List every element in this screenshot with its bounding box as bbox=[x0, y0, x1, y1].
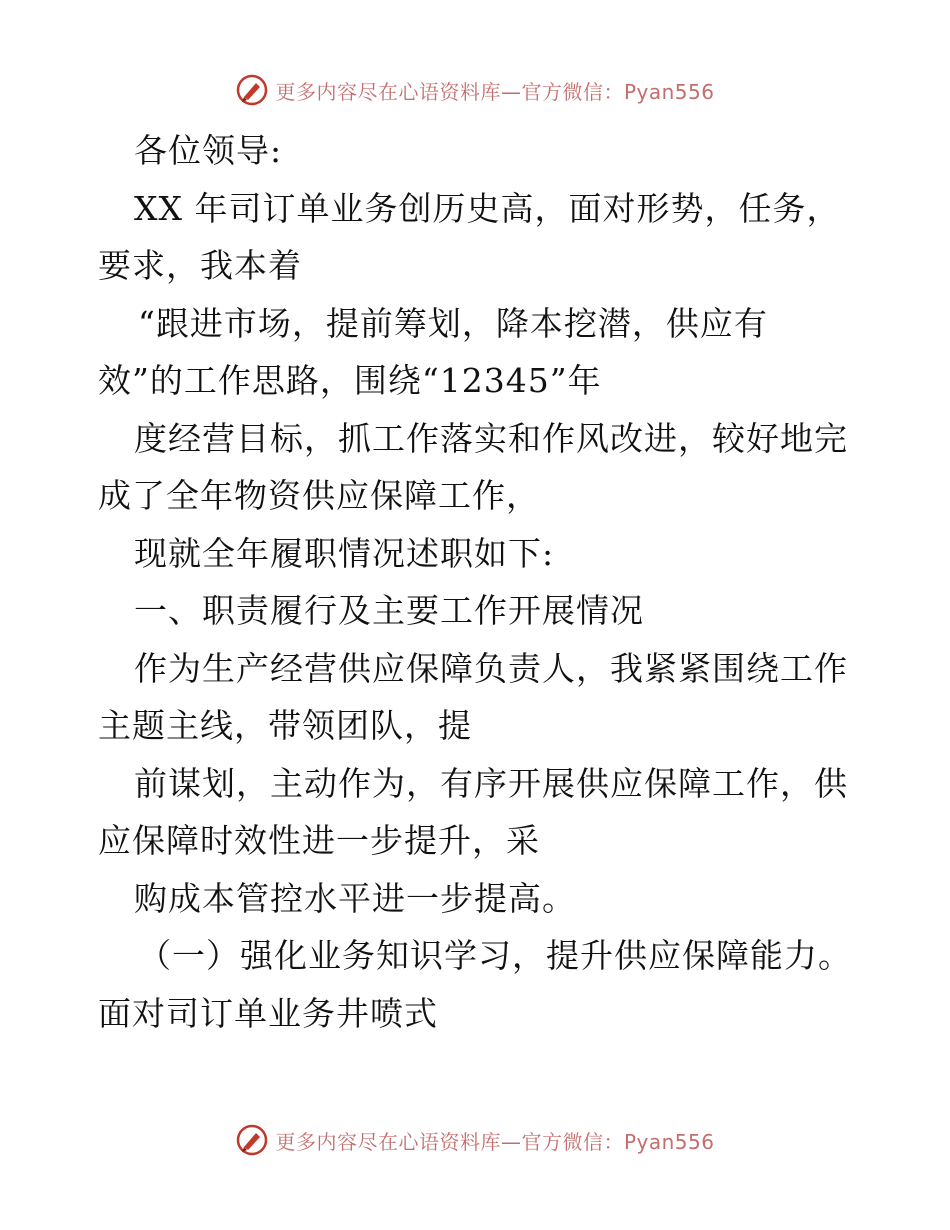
pen-logo-icon bbox=[235, 1123, 269, 1157]
header-watermark-text: 更多内容尽在心语资料库—官方微信：Pyan556 bbox=[275, 79, 715, 104]
subsection-heading: （一）强化业务知识学习，提升供应保障能力。 bbox=[138, 936, 852, 975]
document-body bbox=[98, 122, 858, 1042]
paragraph-line: 成了全年物资供应保障工作， bbox=[98, 476, 540, 515]
paragraph-line: 前谋划，主动作为，有序开展供应保障工作，供 bbox=[134, 763, 848, 803]
paragraph-line: 度经营目标，抓工作落实和作风改进，较好地完 bbox=[134, 418, 848, 458]
footer-watermark-banner bbox=[0, 1120, 950, 1160]
paragraph-line: 主题主线，带领团队，提 bbox=[98, 706, 472, 745]
greeting-line: 各位领导: bbox=[134, 131, 283, 170]
paragraph-line: 要求，我本着 bbox=[98, 246, 302, 285]
paragraph-line: 购成本管控水平进一步提高。 bbox=[134, 878, 576, 918]
paragraph-line: 作为生产经营供应保障负责人，我紧紧围绕工作 bbox=[134, 648, 848, 688]
paragraph-line: 应保障时效性进一步提升，采 bbox=[98, 821, 540, 860]
paragraph-line: 面对司订单业务井喷式 bbox=[98, 993, 438, 1033]
paragraph-line: 效”的工作思路，围绕“12345”年 bbox=[98, 361, 602, 400]
pen-logo-icon bbox=[235, 73, 269, 107]
paragraph-line: “跟进市场，提前筹划，降本挖潜，供应有 bbox=[138, 303, 768, 343]
paragraph-line: XX 年司订单业务创历史高，面对形势，任务， bbox=[134, 188, 841, 228]
header-watermark-banner bbox=[0, 70, 950, 110]
paragraph-line: 现就全年履职情况述职如下: bbox=[134, 533, 555, 573]
footer-watermark-text: 更多内容尽在心语资料库—官方微信：Pyan556 bbox=[275, 1129, 715, 1154]
section-heading: 一、职责履行及主要工作开展情况 bbox=[134, 591, 644, 630]
